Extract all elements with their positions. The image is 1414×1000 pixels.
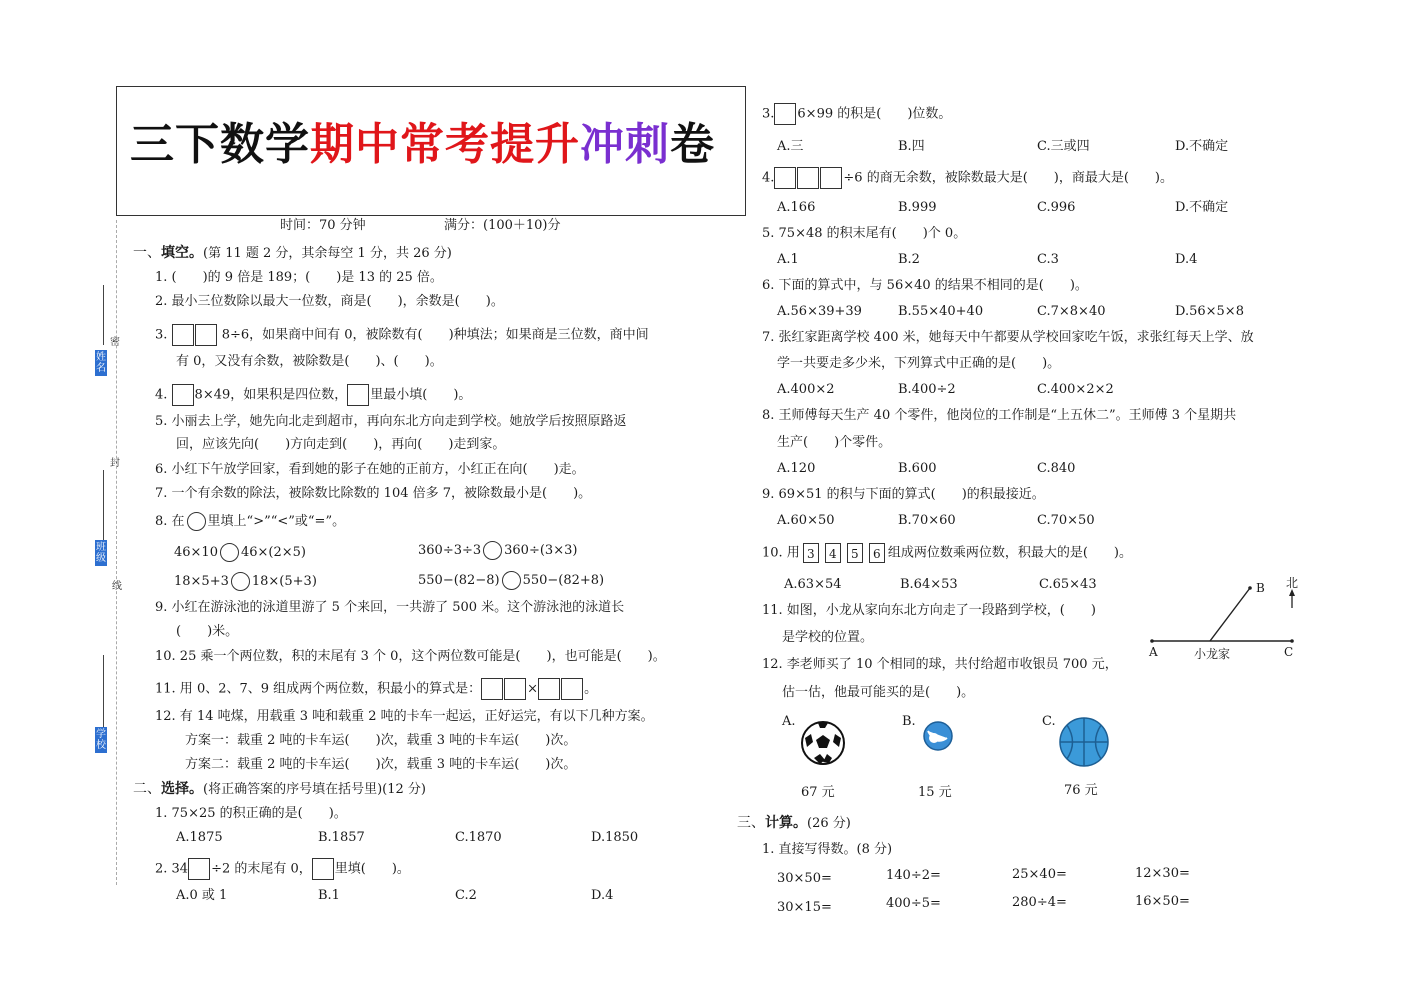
q-text: 8. 在 <box>155 514 185 529</box>
option: A.400×2 <box>777 382 835 397</box>
class-tag: 班级 <box>96 542 106 564</box>
calc-item: 140÷2= <box>886 868 941 883</box>
q-text: 组成两位数乘两位数，积最大的是( )。 <box>887 545 1132 561</box>
school-tag: 学校 <box>96 729 106 751</box>
compare-left: 550−(82−8) <box>418 573 500 588</box>
point-b-label: B <box>1256 581 1265 595</box>
title-part: 冲刺 <box>580 119 670 170</box>
option: B.1 <box>318 888 340 903</box>
section-note: (26 分) <box>807 816 851 831</box>
q-text: ÷2 的末尾有 0， <box>211 861 312 877</box>
question-9-line-1: 9. 小红在游泳池的泳道里游了 5 个来回，一共游了 500 米。这个游泳池的泳道长 <box>155 600 625 615</box>
section-note: (将正确答案的序号填在括号里)(12 分) <box>203 782 426 797</box>
section-title: 填空。 <box>161 245 203 261</box>
answer-box[interactable] <box>312 858 334 880</box>
title-part: 卷 <box>670 119 715 170</box>
choice-12-line-1: 12. 李老师买了 10 个相同的球，共付给超市收银员 700 元， <box>762 657 1118 672</box>
compare-circle[interactable] <box>231 572 250 591</box>
section-title: 计算。 <box>765 815 807 831</box>
answer-box[interactable] <box>774 103 796 125</box>
plan-1: 方案一：载重 2 吨的卡车运( )次，载重 3 吨的卡车运( )次。 <box>185 733 577 748</box>
small-ball-icon <box>922 720 954 752</box>
binding-label: 封 <box>110 458 120 469</box>
choice-8-line-1: 8. 王师傅每天生产 40 个零件，他岗位的工作制是“上五休二”。王师傅 3 个星期共 <box>762 408 1237 423</box>
soccer-ball-icon <box>800 720 846 766</box>
question-7: 7. 一个有余数的除法，被除数比除数的 104 倍多 7，被除数最小是( )。 <box>155 486 592 501</box>
compare-right: 18×(5+3) <box>251 574 317 589</box>
basketball-icon <box>1058 716 1110 768</box>
option: B.64×53 <box>900 577 958 592</box>
plan-2: 方案二：载重 2 吨的卡车运( )次，载重 3 吨的卡车运( )次。 <box>185 757 577 772</box>
option: C.400×2×2 <box>1037 382 1114 397</box>
question-8 <box>155 512 345 531</box>
q-text: 8÷6，如果商中间有 0，被除数有( )种填法；如果商是三位数，商中间 <box>221 327 649 343</box>
answer-box[interactable] <box>538 678 560 700</box>
option: A.63×54 <box>784 577 842 592</box>
question-9-line-2: ( )米。 <box>176 624 239 639</box>
answer-box[interactable] <box>820 167 842 189</box>
q-text: 6×99 的积是( )位数。 <box>797 106 952 122</box>
option: D.56×5×8 <box>1175 304 1244 319</box>
q-text: 里最小填( )。 <box>370 387 472 403</box>
section-num: 二、 <box>133 781 161 797</box>
compare-left: 18×5+3 <box>174 574 229 589</box>
option: C.3 <box>1037 252 1059 267</box>
choice-9: 9. 69×51 的积与下面的算式( )的积最接近。 <box>762 487 1045 502</box>
compare-right: 46×(2×5) <box>240 545 306 560</box>
binding-line <box>103 655 104 730</box>
compare-item <box>418 571 604 590</box>
answer-box[interactable] <box>172 384 194 406</box>
compare-right: 360÷(3×3) <box>504 543 578 558</box>
option: B.600 <box>898 461 937 476</box>
digit-card: 4 <box>825 543 841 563</box>
question-1: 1. ( )的 9 倍是 189；( )是 13 的 25 倍。 <box>155 270 443 285</box>
choice-3 <box>762 103 951 125</box>
choice-1: 1. 75×25 的积正确的是( )。 <box>155 806 347 821</box>
option: B.400÷2 <box>898 382 956 397</box>
point-c <box>1290 639 1294 643</box>
ball-option-label: C. <box>1042 714 1056 729</box>
binding-line <box>103 470 104 545</box>
q-text: 2. 34 <box>155 861 189 877</box>
section-fill-blank <box>133 245 452 262</box>
northeast-path <box>1210 588 1250 641</box>
option: C.2 <box>455 888 477 903</box>
option: A.120 <box>777 461 816 476</box>
page-title <box>130 108 715 172</box>
title-part: 三下数学 <box>130 119 310 170</box>
option: D.1850 <box>591 830 639 845</box>
option: C.996 <box>1037 200 1076 215</box>
compare-item <box>174 543 306 562</box>
choice-6: 6. 下面的算式中，与 56×40 的结果不相同的是( )。 <box>762 278 1088 293</box>
compare-left: 360÷3÷3 <box>418 543 482 558</box>
binding-label: 密 <box>110 337 120 348</box>
answer-box[interactable] <box>504 678 526 700</box>
ball-option-label: B. <box>902 714 916 729</box>
calc-item: 12×30= <box>1135 866 1190 881</box>
compare-circle[interactable] <box>502 571 521 590</box>
question-10: 10. 25 乘一个两位数，积的末尾有 3 个 0，这个两位数可能是( )，也可能是( )。 <box>155 649 666 664</box>
compare-left: 46×10 <box>174 545 218 560</box>
exam-time: 时间：70 分钟 <box>280 218 366 233</box>
question-3-line-1 <box>155 324 649 346</box>
digit-card: 5 <box>847 543 863 563</box>
calc-question-1: 1. 直接写得数。(8 分) <box>762 842 893 857</box>
digit-card: 3 <box>803 543 819 563</box>
option: A.166 <box>777 200 816 215</box>
question-11 <box>155 678 597 700</box>
option: B.55×40+40 <box>898 304 984 319</box>
option: B.1857 <box>318 830 365 845</box>
point-b <box>1248 586 1252 590</box>
choice-5: 5. 75×48 的积末尾有( )个 0。 <box>762 226 967 241</box>
q-text: ÷6 的商无余数，被除数最大是( )，商最大是( )。 <box>843 170 1173 186</box>
q-text: 11. 用 0、2、7、9 组成两个两位数，积最小的算式是： <box>155 681 482 697</box>
option: A.三 <box>777 139 804 154</box>
home-label: 小龙家 <box>1194 647 1231 661</box>
option: A.60×50 <box>777 513 835 528</box>
choice-12-line-2: 估一估，他最可能买的是( )。 <box>782 685 975 700</box>
ball-price: 67 元 <box>801 785 835 800</box>
answer-box[interactable] <box>347 384 369 406</box>
option: A.0 或 1 <box>176 888 228 903</box>
answer-box[interactable] <box>797 167 819 189</box>
binding-line <box>103 285 104 345</box>
answer-box[interactable] <box>195 324 217 346</box>
compare-right: 550−(82+8) <box>522 573 605 588</box>
point-a-label: A <box>1149 645 1158 659</box>
option: C.1870 <box>455 830 502 845</box>
option: C.三或四 <box>1037 139 1090 154</box>
point-c-label: C <box>1284 645 1294 659</box>
section-num: 三、 <box>737 815 765 831</box>
choice-2 <box>155 858 410 880</box>
calc-item: 30×15= <box>777 900 832 915</box>
north-label: 北 <box>1286 576 1299 590</box>
option: C.70×50 <box>1037 513 1095 528</box>
q-text: 10. 用 <box>762 545 800 561</box>
question-5-line-1: 5. 小丽去上学，她先向北走到超市，再向东北方向走到学校。她放学后按照原路返 <box>155 414 627 429</box>
calc-item: 400÷5= <box>886 896 941 911</box>
calc-item: 25×40= <box>1012 867 1067 882</box>
choice-7-line-2: 学一共要走多少米，下列算式中正确的是( )。 <box>777 356 1061 371</box>
option: C.7×8×40 <box>1037 304 1106 319</box>
section-num: 一、 <box>133 245 161 261</box>
full-score: 满分：(100＋10)分 <box>444 218 561 233</box>
choice-4 <box>762 167 1173 189</box>
section-choice <box>133 781 426 798</box>
question-2: 2. 最小三位数除以最大一位数，商是( )，余数是( )。 <box>155 294 504 309</box>
compare-item <box>174 572 317 591</box>
option: B.四 <box>898 139 925 154</box>
title-part: 期中常考提升 <box>310 119 580 170</box>
q-text: 里填( )。 <box>334 861 410 877</box>
choice-8-line-2: 生产( )个零件。 <box>777 435 892 450</box>
q-num: 4. <box>762 170 775 186</box>
option: D.4 <box>1175 252 1198 267</box>
option: B.999 <box>898 200 937 215</box>
ball-price: 15 元 <box>918 785 952 800</box>
binding-dashed-line <box>116 220 117 885</box>
question-12: 12. 有 14 吨煤，用载重 3 吨和载重 2 吨的卡车一起运，正好运完，有以下几种方案。 <box>155 709 654 724</box>
q-num: 4. <box>155 387 168 403</box>
q-num: 3. <box>155 327 168 343</box>
answer-box[interactable] <box>481 678 503 700</box>
answer-box[interactable] <box>774 167 796 189</box>
answer-box[interactable] <box>172 324 194 346</box>
option: A.56×39+39 <box>777 304 862 319</box>
question-6: 6. 小红下午放学回家，看到她的影子在她的正前方，小红正在向( )走。 <box>155 462 585 477</box>
compare-circle[interactable] <box>483 541 502 560</box>
times-sign: × <box>527 681 539 697</box>
q-text: 里填上“>”“<”或“=”。 <box>207 514 346 529</box>
choice-7-line-1: 7. 张红家距离学校 400 米，她每天中午都要从学校回家吃午饭，求张红每天上学、放 <box>762 330 1254 345</box>
choice-11-line-1: 11. 如图，小龙从家向东北方向走了一段路到学校，( ) <box>762 603 1096 618</box>
name-tag: 姓名 <box>96 352 106 374</box>
option: A.1 <box>777 252 799 267</box>
digit-card: 6 <box>869 543 885 563</box>
option: A.1875 <box>176 830 223 845</box>
q-text: 8×49，如果积是四位数， <box>194 387 348 403</box>
point-a <box>1150 639 1154 643</box>
answer-box[interactable] <box>188 858 210 880</box>
calc-item: 16×50= <box>1135 894 1190 909</box>
option: B.2 <box>898 252 920 267</box>
option: B.70×60 <box>898 513 956 528</box>
option: D.不确定 <box>1175 200 1229 215</box>
compare-circle[interactable] <box>220 543 239 562</box>
choice-11-line-2: 是学校的位置。 <box>782 630 874 645</box>
option: D.不确定 <box>1175 139 1229 154</box>
ball-option-label: A. <box>782 714 796 729</box>
answer-box[interactable] <box>561 678 583 700</box>
option: D.4 <box>591 888 614 903</box>
compare-item <box>418 541 577 560</box>
calc-item: 280÷4= <box>1012 895 1067 910</box>
binding-label: 线 <box>112 581 122 592</box>
option: C.840 <box>1037 461 1076 476</box>
compare-circle[interactable] <box>187 512 206 531</box>
q-num: 3. <box>762 106 775 122</box>
question-3-line-2: 有 0，又没有余数，被除数是( )、( )。 <box>176 354 443 369</box>
calc-item: 30×50= <box>777 871 832 886</box>
section-note: (第 11 题 2 分，其余每空 1 分，共 26 分) <box>203 246 452 261</box>
question-5-line-2: 回，应该先向( )方向走到( )，再向( )走到家。 <box>176 437 506 452</box>
section-calculation <box>737 815 851 832</box>
q-text: 。 <box>584 681 598 697</box>
choice-10 <box>762 543 1132 563</box>
option: C.65×43 <box>1039 577 1097 592</box>
section-title: 选择。 <box>161 781 203 797</box>
ball-price: 76 元 <box>1064 783 1098 798</box>
question-4 <box>155 384 471 406</box>
